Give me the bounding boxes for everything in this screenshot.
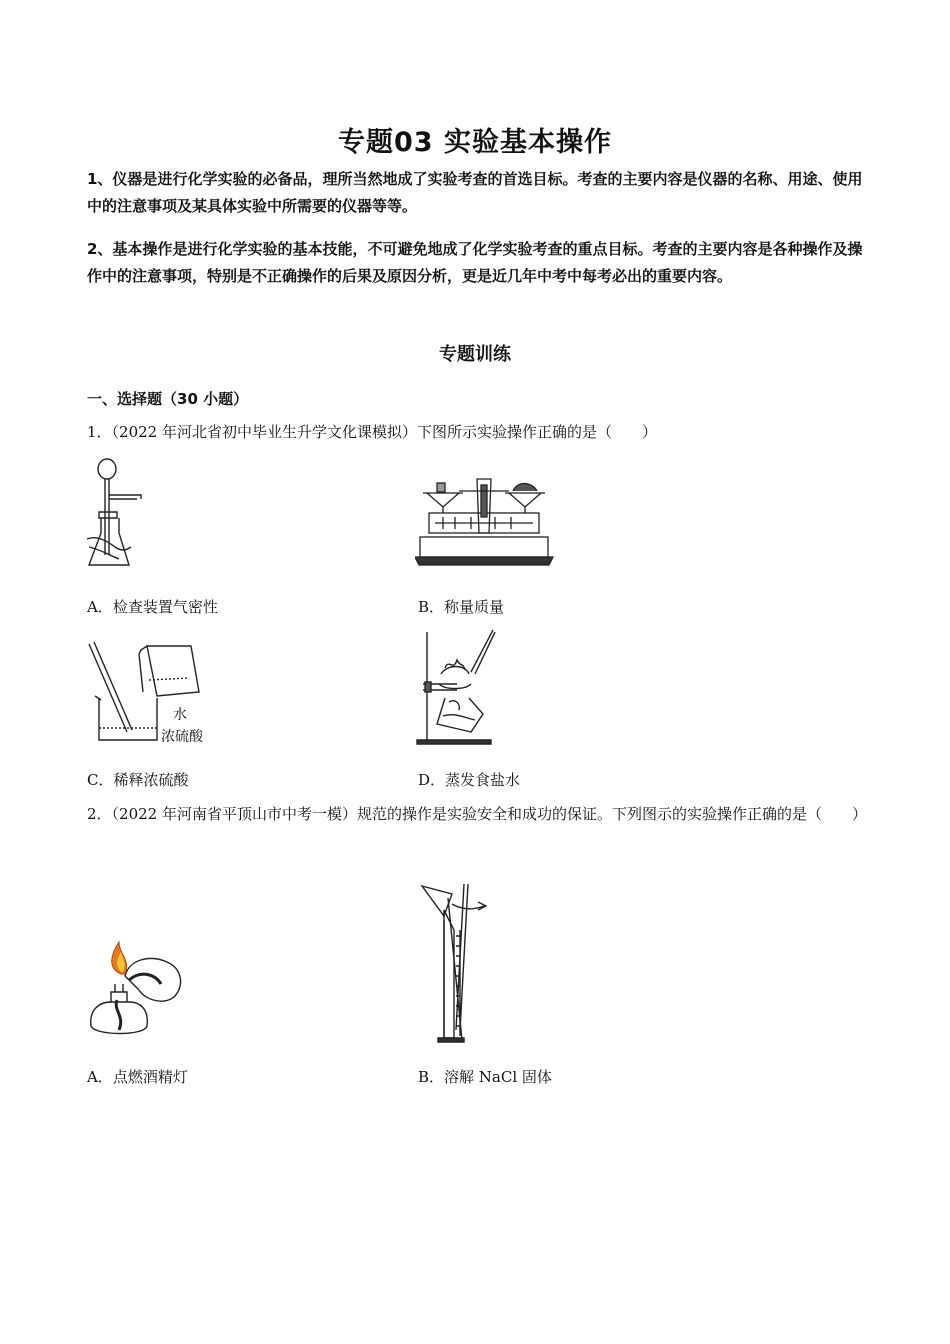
figure-airtightness-check [85, 455, 150, 575]
intro-paragraph-2: 2、基本操作是进行化学实验的基本技能，不可避免地成了化学实验考查的重点目标。考查的主要内容是各种操作及操作中的注意事项，特别是不正确操作的后果及原因分析，更是近几年中考中每考必出的重要内容。 [87, 240, 863, 285]
figure-balance [415, 477, 555, 571]
figure-dissolve-nacl [418, 880, 498, 1046]
q2-option-a[interactable]: A．点燃酒精灯 [87, 1068, 188, 1086]
question-2-stem: 2．（2022 年河南省平顶山市中考一模）规范的操作是实验安全和成功的保证。下列图示的实验操作正确的是（ ） [87, 805, 867, 823]
figure-dilute-sulfuric-acid [85, 640, 220, 748]
q1-option-a[interactable]: A．检查装置气密性 [87, 598, 218, 616]
label-water: 水 [173, 707, 187, 723]
figure-evaporate-salt-water [415, 628, 497, 746]
section-title: 专题训练 [439, 344, 511, 365]
q1-option-b[interactable]: B．称量质量 [418, 598, 505, 616]
q2-option-b[interactable]: B．溶解 NaCl 固体 [418, 1068, 552, 1086]
question-type-heading: 一、选择题（30 小题） [87, 390, 249, 408]
figure-light-alcohol-lamp [85, 940, 190, 1048]
intro-paragraph-1: 1、仪器是进行化学实验的必备品，理所当然地成了实验考查的首选目标。考查的主要内容是仪器的名称、用途、使用中的注意事项及某具体实验中所需要的仪器等等。 [87, 170, 863, 215]
q1-option-c[interactable]: C．稀释浓硫酸 [87, 771, 189, 789]
label-concentrated-acid: 浓硫酸 [161, 729, 203, 745]
question-1-stem: 1．（2022 年河北省初中毕业生升学文化课模拟）下图所示实验操作正确的是（ ） [87, 423, 657, 441]
q1-option-d[interactable]: D．蒸发食盐水 [418, 771, 521, 789]
page-title: 专题03 实验基本操作 [338, 127, 612, 158]
